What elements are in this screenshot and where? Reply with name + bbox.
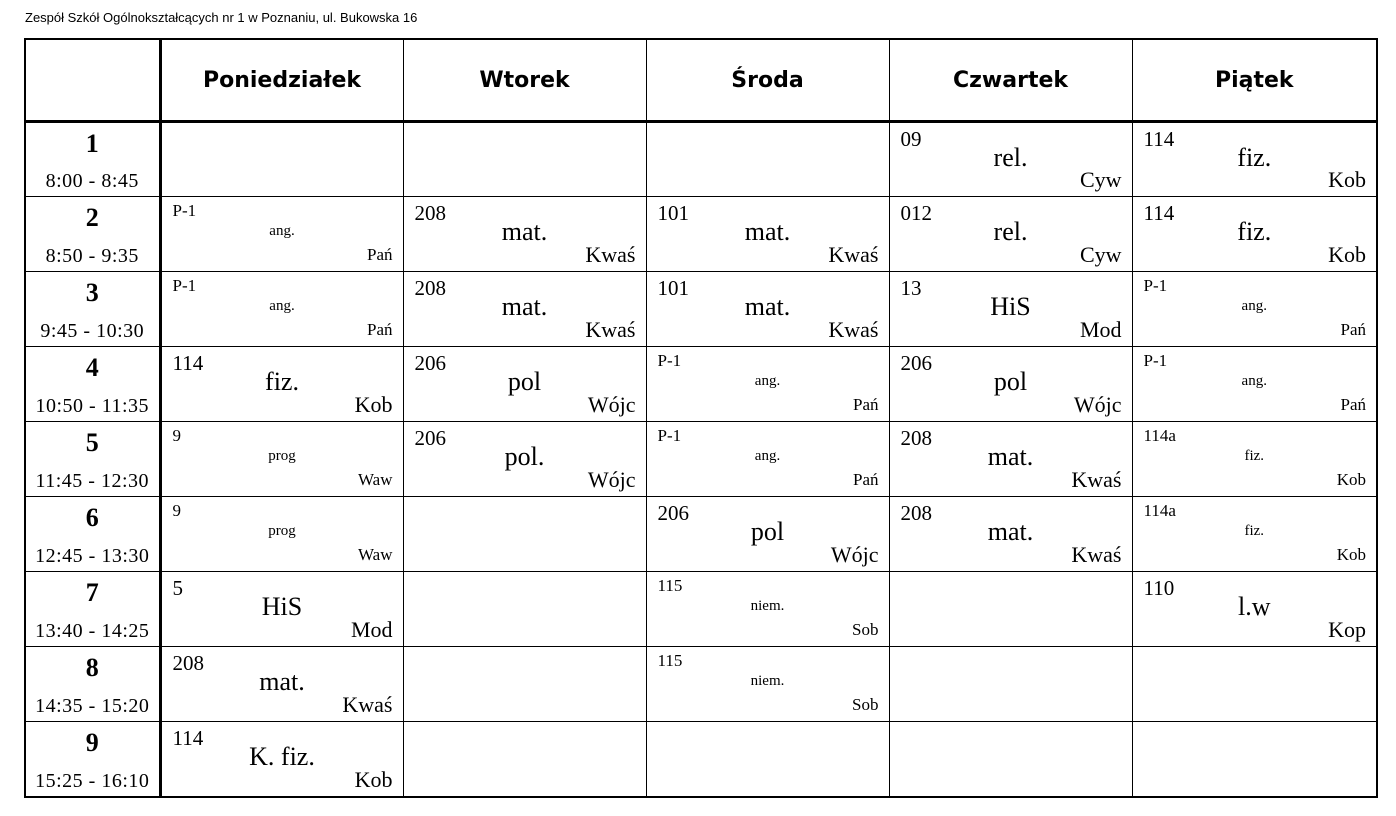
lesson-row	[25, 347, 1377, 422]
room-number: 208	[414, 201, 446, 226]
lesson-time: 9:45 - 10:30	[40, 320, 145, 343]
empty-cell-friday	[1132, 722, 1377, 797]
lesson-cell-wednesday	[646, 347, 889, 422]
empty-cell-tuesday	[403, 722, 646, 797]
room-number: 206	[900, 351, 932, 376]
teacher: Kob	[1336, 545, 1366, 565]
subject: HiS	[990, 292, 1031, 322]
lesson-time: 13:40 - 14:25	[35, 620, 150, 643]
lesson-cell-thursday	[889, 122, 1132, 197]
lesson-time: 14:35 - 15:20	[35, 695, 150, 718]
teacher: Wójc	[587, 392, 636, 418]
lesson-row	[25, 122, 1377, 197]
lesson-cell-friday	[1132, 122, 1377, 197]
teacher: Sob	[852, 695, 879, 715]
teacher: Kwaś	[1071, 467, 1122, 493]
lesson-cell-wednesday	[646, 272, 889, 347]
lesson-row	[25, 197, 1377, 272]
lesson-number: 7	[85, 578, 99, 608]
day-header-monday: Poniedziałek	[160, 39, 403, 122]
teacher: Wójc	[830, 542, 879, 568]
room-number: 208	[900, 426, 932, 451]
subject: ang.	[754, 373, 781, 390]
lesson-cell-tuesday	[403, 272, 646, 347]
subject: ang.	[1241, 298, 1267, 315]
subject: niem.	[750, 598, 785, 615]
room-number: P-1	[657, 351, 682, 371]
lesson-cell-thursday	[889, 347, 1132, 422]
empty-cell-thursday	[889, 572, 1132, 647]
room-number: P-1	[1143, 276, 1168, 296]
subject: mat.	[987, 517, 1034, 547]
empty-cell-friday	[1132, 647, 1377, 722]
lesson-number: 5	[85, 428, 99, 458]
teacher: Pań	[1340, 395, 1366, 415]
lesson-number: 2	[85, 203, 99, 233]
teacher: Pań	[1340, 320, 1366, 340]
subject: ang.	[754, 448, 781, 465]
subject: pol	[993, 367, 1028, 397]
lesson-slot	[25, 497, 160, 572]
room-number: P-1	[1143, 351, 1168, 371]
subject: rel.	[993, 217, 1028, 247]
room-number: 114a	[1143, 501, 1176, 521]
lesson-number: 3	[85, 278, 99, 308]
teacher: Kwaś	[1071, 542, 1122, 568]
lesson-cell-monday	[160, 572, 403, 647]
lesson-number: 4	[85, 353, 99, 383]
subject: ang.	[269, 298, 295, 315]
lesson-number: 1	[85, 129, 99, 158]
lesson-number: 6	[85, 503, 99, 533]
lesson-row	[25, 722, 1377, 797]
room-number: 9	[172, 426, 181, 446]
subject: fiz.	[1237, 143, 1272, 172]
lesson-slot	[25, 272, 160, 347]
room-number: P-1	[172, 201, 197, 221]
lesson-cell-friday	[1132, 347, 1377, 422]
subject: ang.	[1241, 373, 1267, 390]
lesson-slot	[25, 122, 160, 197]
teacher: Kob	[354, 392, 393, 418]
lesson-slot	[25, 347, 160, 422]
room-number: 101	[657, 276, 689, 301]
room-number: 208	[414, 276, 446, 301]
lesson-cell-friday	[1132, 572, 1377, 647]
teacher: Pań	[853, 395, 879, 415]
day-header-friday: Piątek	[1132, 39, 1377, 122]
lesson-cell-thursday	[889, 497, 1132, 572]
lesson-cell-thursday	[889, 197, 1132, 272]
teacher: Waw	[357, 545, 393, 565]
lesson-time: 12:45 - 13:30	[35, 545, 150, 568]
room-number: 114	[1143, 201, 1175, 226]
lesson-cell-friday	[1132, 272, 1377, 347]
subject: niem.	[750, 673, 785, 690]
lesson-time: 10:50 - 11:35	[35, 395, 150, 418]
lesson-cell-monday	[160, 497, 403, 572]
subject: K. fiz.	[249, 742, 315, 772]
empty-cell-monday	[160, 122, 403, 197]
teacher: Kwaś	[828, 317, 879, 343]
lesson-row	[25, 497, 1377, 572]
subject: pol.	[504, 442, 545, 472]
lesson-slot	[25, 197, 160, 272]
lesson-slot	[25, 572, 160, 647]
lesson-cell-monday	[160, 347, 403, 422]
day-header-thursday: Czwartek	[889, 39, 1132, 122]
room-number: 115	[657, 651, 683, 671]
lesson-time: 11:45 - 12:30	[35, 470, 150, 493]
subject: pol	[750, 517, 785, 547]
lesson-cell-thursday	[889, 272, 1132, 347]
subject: mat.	[501, 292, 548, 322]
lesson-time: 8:50 - 9:35	[45, 245, 139, 268]
empty-cell-tuesday	[403, 647, 646, 722]
lesson-slot	[25, 647, 160, 722]
lesson-cell-wednesday	[646, 572, 889, 647]
timetable	[24, 38, 1378, 798]
teacher: Cyw	[1079, 167, 1122, 193]
teacher: Wójc	[1073, 392, 1122, 418]
lesson-cell-friday	[1132, 422, 1377, 497]
teacher: Kob	[1336, 470, 1366, 490]
subject: mat.	[987, 442, 1034, 472]
lesson-cell-wednesday	[646, 497, 889, 572]
teacher: Pań	[367, 245, 393, 265]
room-number: 208	[172, 651, 204, 676]
empty-cell-thursday	[889, 722, 1132, 797]
lesson-slot	[25, 422, 160, 497]
room-number: 114	[172, 351, 204, 376]
room-number: P-1	[172, 276, 197, 296]
subject: mat.	[744, 217, 791, 247]
room-number: 5	[172, 576, 183, 601]
teacher: Waw	[357, 470, 393, 490]
room-number: 110	[1143, 576, 1175, 601]
teacher: Pań	[853, 470, 879, 490]
teacher: Kwaś	[585, 242, 636, 268]
teacher: Kob	[354, 767, 393, 792]
empty-cell-thursday	[889, 647, 1132, 722]
subject: fiz.	[1237, 217, 1272, 247]
lesson-slot	[25, 722, 160, 797]
lesson-cell-monday	[160, 647, 403, 722]
lesson-number: 8	[85, 653, 99, 683]
subject: ang.	[269, 223, 295, 240]
teacher: Mod	[350, 617, 393, 643]
room-number: 09	[900, 127, 922, 151]
lesson-time: 8:00 - 8:45	[45, 170, 139, 193]
lesson-cell-thursday	[889, 422, 1132, 497]
lesson-cell-monday	[160, 197, 403, 272]
lesson-cell-wednesday	[646, 422, 889, 497]
day-header-row	[25, 39, 1377, 122]
subject: HiS	[261, 592, 303, 622]
empty-cell-wednesday	[646, 122, 889, 197]
room-number: P-1	[657, 426, 682, 446]
corner-cell	[25, 39, 160, 122]
lesson-row	[25, 422, 1377, 497]
lesson-cell-friday	[1132, 497, 1377, 572]
lesson-cell-wednesday	[646, 647, 889, 722]
subject: rel.	[993, 143, 1028, 172]
subject: prog	[268, 523, 296, 540]
room-number: 208	[900, 501, 932, 526]
lesson-cell-tuesday	[403, 347, 646, 422]
room-number: 114a	[1143, 426, 1176, 446]
subject: mat.	[259, 667, 305, 697]
room-number: 012	[900, 201, 932, 226]
empty-cell-wednesday	[646, 722, 889, 797]
day-header-wednesday: Środa	[646, 39, 889, 122]
room-number: 9	[172, 501, 181, 521]
lesson-row	[25, 572, 1377, 647]
teacher: Sob	[852, 620, 879, 640]
subject: mat.	[744, 292, 791, 322]
room-number: 101	[657, 201, 689, 226]
teacher: Mod	[1079, 317, 1122, 343]
room-number: 115	[657, 576, 683, 596]
lesson-cell-tuesday	[403, 197, 646, 272]
lesson-time: 15:25 - 16:10	[35, 770, 150, 792]
lesson-row	[25, 272, 1377, 347]
room-number: 114	[172, 726, 204, 751]
teacher: Kob	[1328, 242, 1366, 268]
lesson-row	[25, 647, 1377, 722]
subject: pol	[507, 367, 542, 397]
teacher: Kop	[1328, 617, 1366, 643]
teacher: Kwaś	[828, 242, 879, 268]
room-number: 206	[414, 426, 446, 451]
subject: prog	[268, 448, 296, 465]
subject: fiz.	[1244, 448, 1265, 465]
lesson-cell-monday	[160, 422, 403, 497]
lesson-cell-tuesday	[403, 422, 646, 497]
room-number: 114	[1143, 127, 1175, 151]
subject: fiz.	[265, 367, 299, 397]
empty-cell-tuesday	[403, 497, 646, 572]
subject: l.w	[1238, 592, 1271, 622]
day-header-tuesday: Wtorek	[403, 39, 646, 122]
lesson-cell-monday	[160, 722, 403, 797]
teacher: Kwaś	[342, 692, 393, 718]
teacher: Kob	[1328, 167, 1366, 193]
teacher: Cyw	[1079, 242, 1122, 268]
teacher: Wójc	[587, 467, 636, 493]
room-number: 206	[414, 351, 446, 376]
lesson-cell-friday	[1132, 197, 1377, 272]
empty-cell-tuesday	[403, 572, 646, 647]
teacher: Pań	[367, 320, 393, 340]
lesson-number: 9	[85, 728, 99, 758]
lesson-cell-wednesday	[646, 197, 889, 272]
room-number: 13	[900, 276, 922, 301]
subject: mat.	[501, 217, 548, 247]
lesson-cell-monday	[160, 272, 403, 347]
teacher: Kwaś	[585, 317, 636, 343]
school-header: Zespół Szkół Ogólnokształcących nr 1 w Poznaniu, ul. Bukowska 16	[25, 10, 418, 25]
subject: fiz.	[1244, 523, 1265, 540]
room-number: 206	[657, 501, 689, 526]
empty-cell-tuesday	[403, 122, 646, 197]
